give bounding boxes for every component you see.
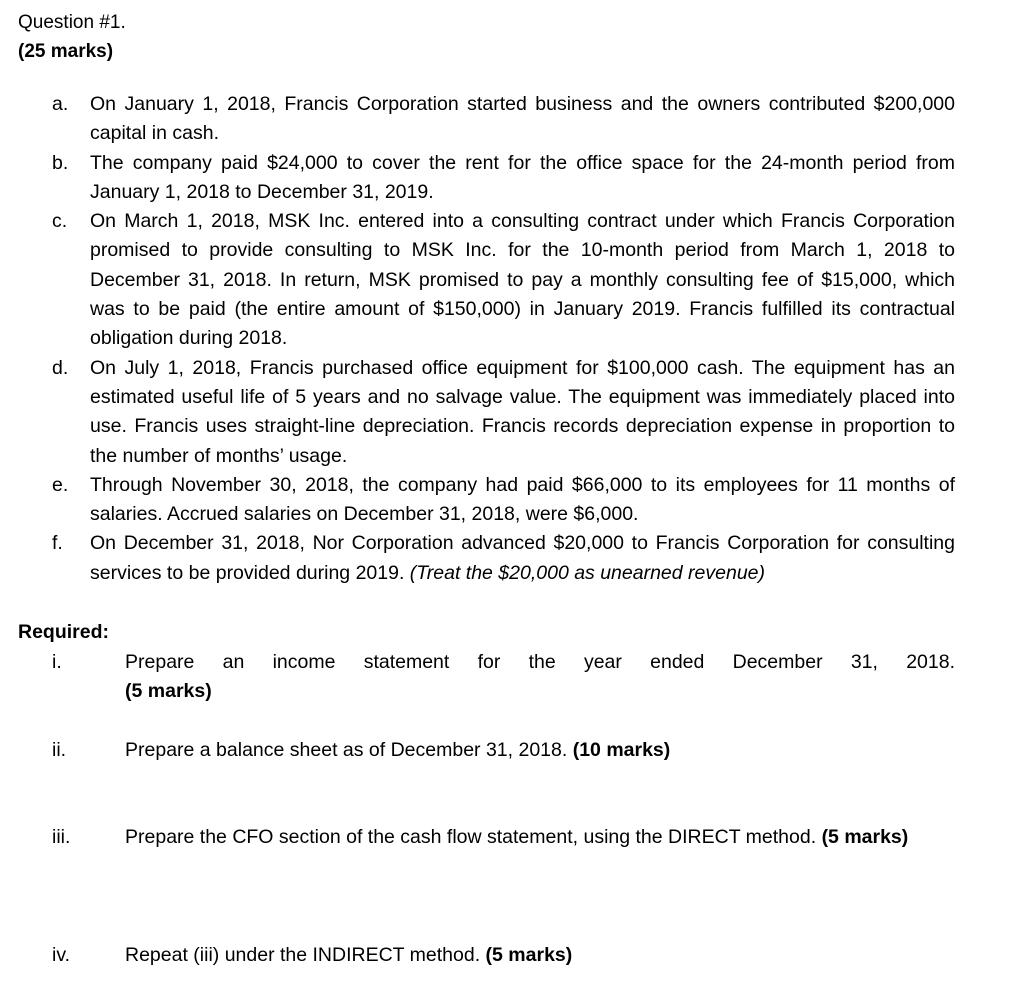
item-letter: f. <box>52 532 63 555</box>
list-item <box>52 354 955 471</box>
required-marks: (10 marks) <box>572 739 671 761</box>
required-number: ii. <box>52 739 67 761</box>
list-item <box>52 529 955 588</box>
item-text: On July 1, 2018, Francis purchased office equipment for $100,000 cash. The equipment has an estimated useful life of 5 years and no salvage value. The equipment was immediately placed into use. Francis uses straight-line depreciation. Francis records depreciation expense in proportion to the number of months’ usage. <box>90 356 955 467</box>
required-marks: (5 marks) <box>821 826 909 848</box>
item-text: Through November 30, 2018, the company had paid $66,000 to its employees for 11 months of salaries. Accrued salaries on December 31, 2018, were $6,000. <box>90 473 955 526</box>
list-item <box>52 471 955 530</box>
transaction-list <box>52 90 955 588</box>
required-description: Repeat (iii) under the INDIRECT method. <box>125 944 481 966</box>
required-item-iv <box>52 941 955 970</box>
required-item-i <box>52 648 955 707</box>
item-letter: c. <box>52 210 68 233</box>
required-marks: (5 marks) <box>125 680 212 703</box>
item-text: The company paid $24,000 to cover the rent for the office space for the 24-month period from January 1, 2018 to December 31, 2019. <box>90 151 955 203</box>
required-description: Prepare a balance sheet as of December 31, 2018. <box>125 739 568 761</box>
question-header <box>18 8 126 66</box>
item-letter: b. <box>52 151 69 174</box>
list-item <box>52 90 955 149</box>
required-text <box>125 823 955 852</box>
required-number: i. <box>52 651 62 673</box>
list-item <box>52 207 955 353</box>
required-text <box>125 941 955 970</box>
item-note: (Treat the $20,000 as unearned revenue) <box>409 561 766 584</box>
question-title: Question #1. <box>18 12 126 33</box>
required-text <box>125 736 955 765</box>
required-text <box>125 648 955 707</box>
list-item <box>52 149 955 208</box>
required-number: iii. <box>52 826 71 848</box>
item-text: On January 1, 2018, Francis Corporation started business and the owners contributed $200,000 capital in cash. <box>90 93 955 145</box>
item-letter: e. <box>52 473 69 496</box>
required-number: iv. <box>52 944 71 966</box>
item-letter: a. <box>52 93 69 115</box>
item-text: On March 1, 2018, MSK Inc. entered into a consulting contract under which Francis Corporation promised to provide consulting to MSK Inc. for the 10-month period from March 1, 2018 to December 31, 2018. In return, MSK promised to pay a monthly consulting fee of $15,000, which was to be paid (the entire amount of $150,000) in January 2019. Francis fulfilled its contractual obligation during 2018. <box>90 210 955 350</box>
required-marks: (5 marks) <box>485 944 573 966</box>
item-text: On December 31, 2018, Nor Corporation advanced $20,000 to Francis Corporation for consulting services to be provided during 2019. <box>90 532 955 584</box>
item-letter: d. <box>52 356 69 379</box>
required-item-iii <box>52 823 955 852</box>
question-marks: (25 marks) <box>18 41 114 62</box>
required-heading: Required: <box>18 621 110 643</box>
required-description: Prepare the CFO section of the cash flow statement, using the DIRECT method. <box>125 826 817 848</box>
required-description: Prepare an income statement for the year ended December 31, 2018. <box>125 651 955 673</box>
required-item-ii <box>52 736 955 765</box>
